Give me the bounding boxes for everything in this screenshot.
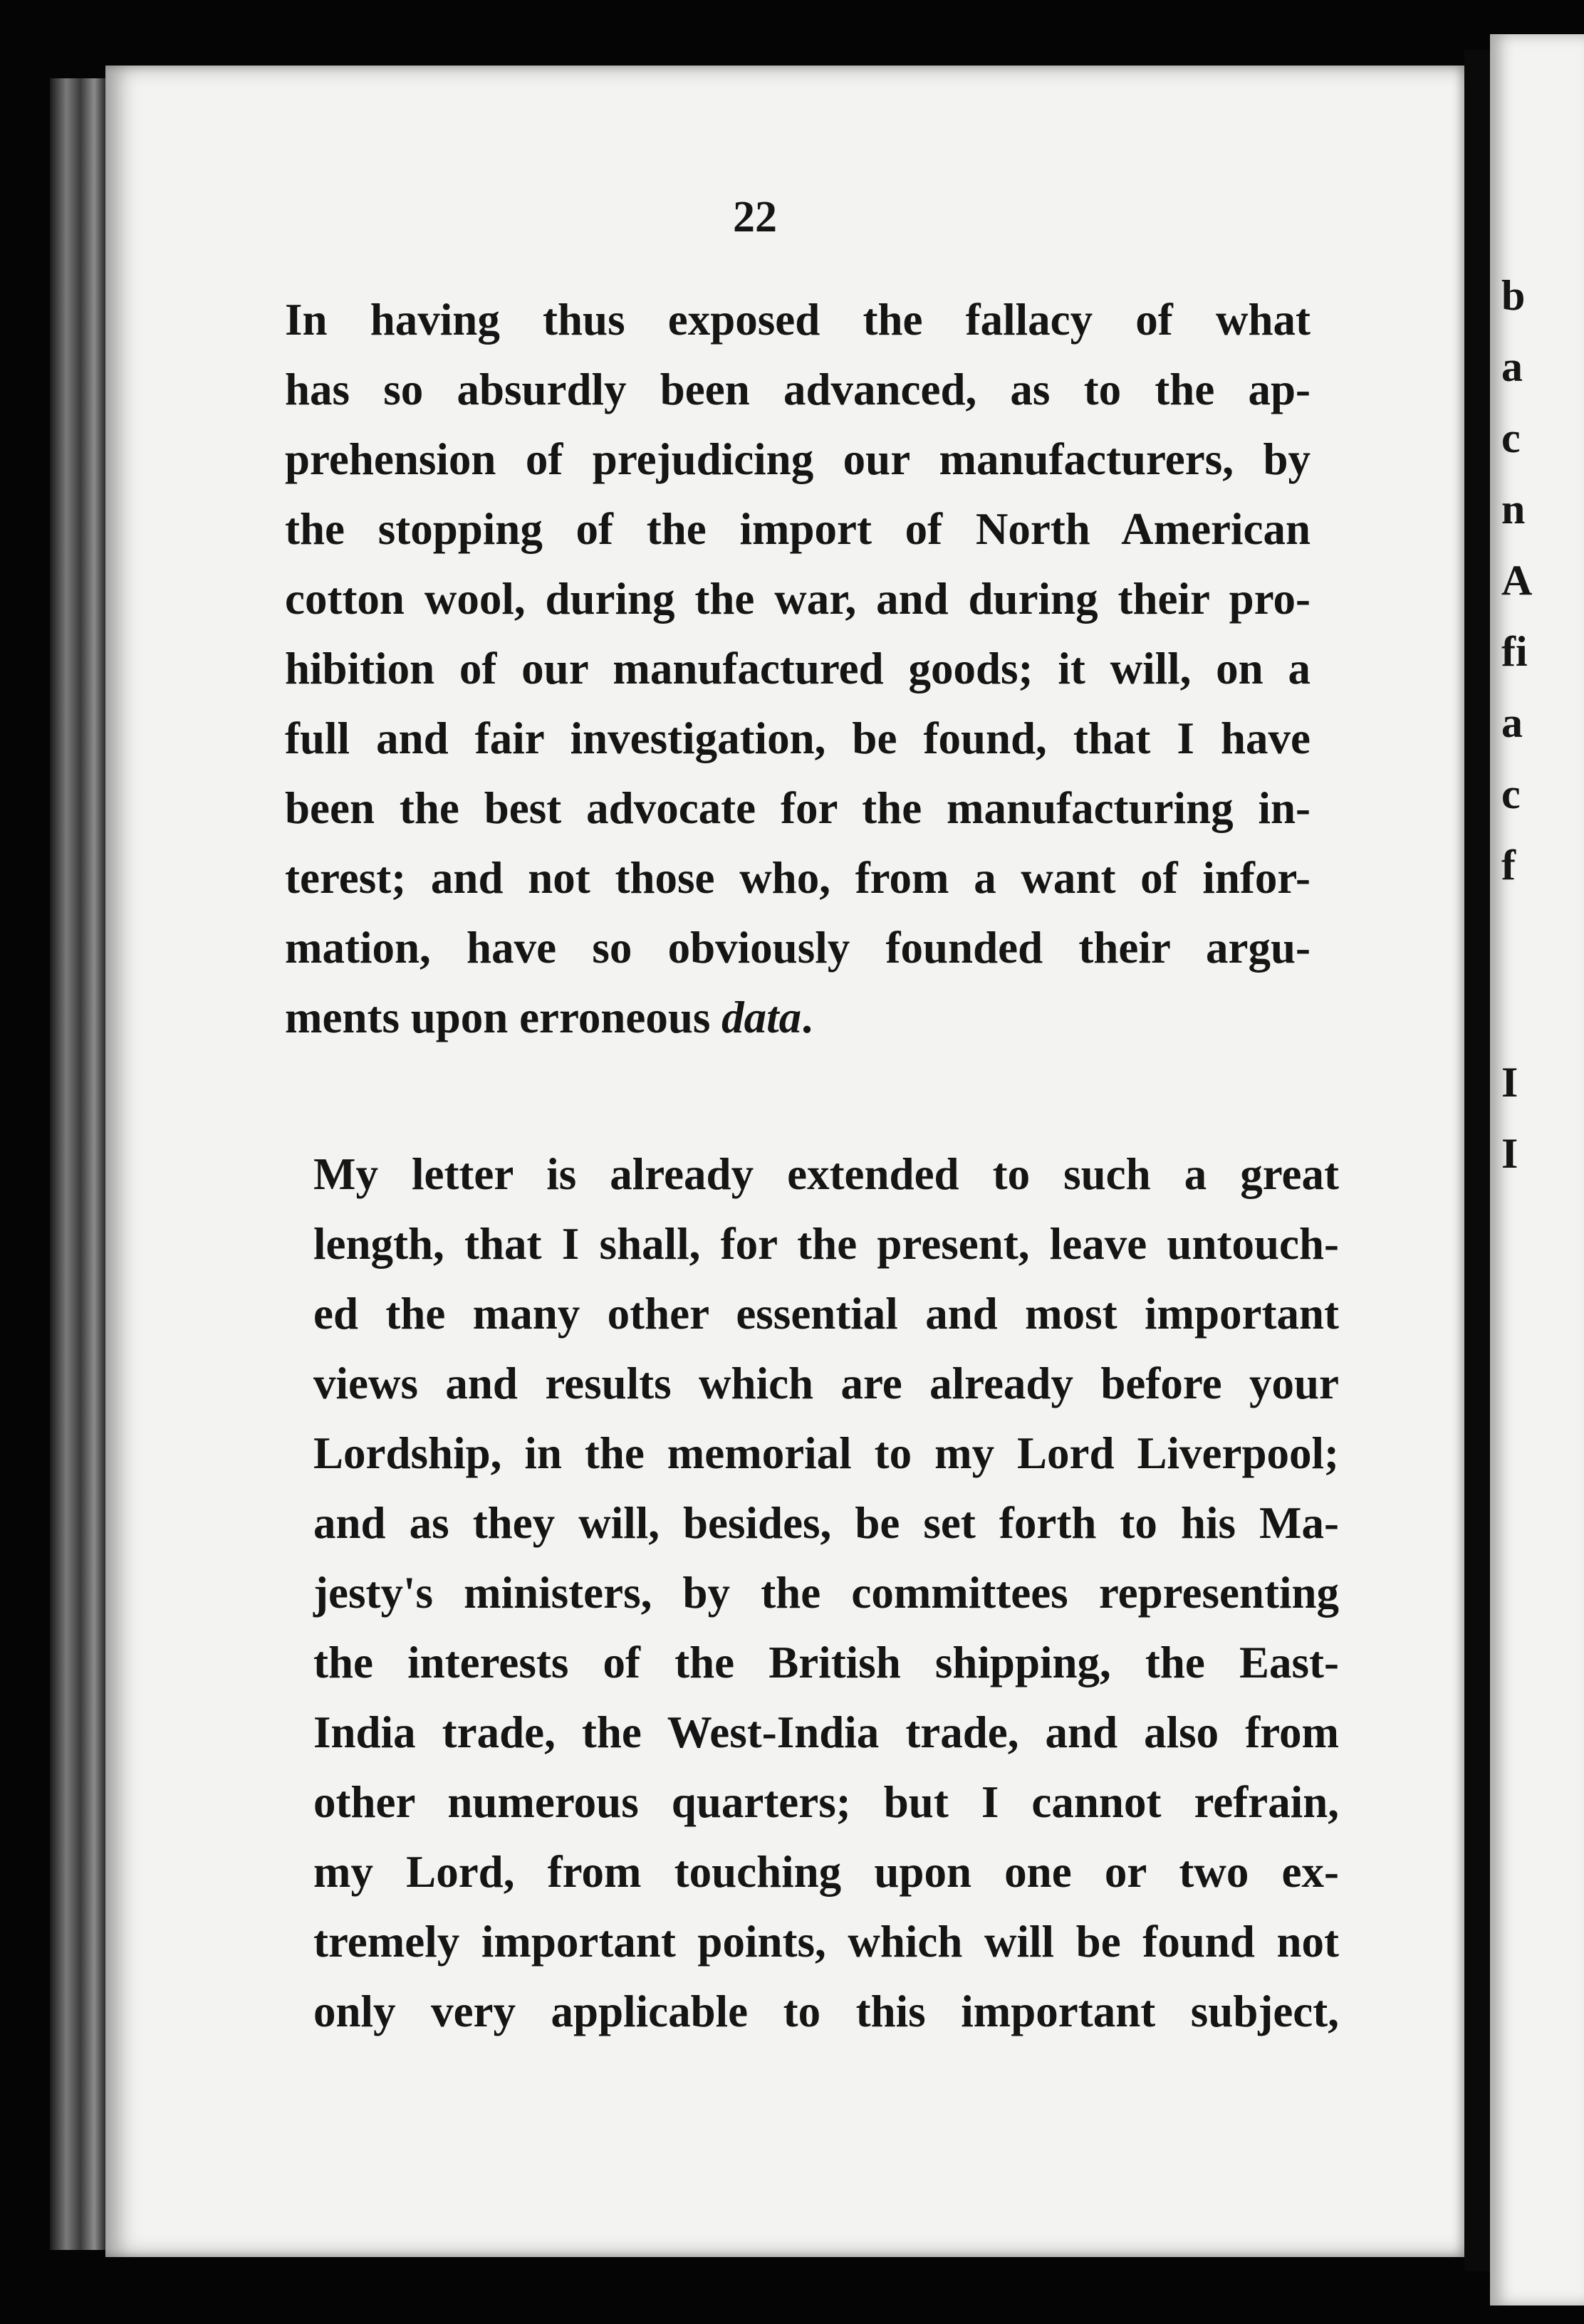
text-line: Lordship, in the memorial to my Lord Liverpool;	[313, 1428, 1339, 1478]
text-line: full and fair investigation, be found, that I have	[285, 713, 1311, 763]
edge-letter: c	[1501, 414, 1521, 461]
text-line: and as they will, besides, be set forth to his Ma-	[313, 1498, 1339, 1548]
text-line: My letter is already extended to such a great	[313, 1149, 1339, 1199]
text-line: cotton wool, during the war, and during their pro-	[285, 574, 1311, 624]
text-line: prehension of prejudicing our manufacturers, by	[285, 434, 1311, 484]
edge-letter: A	[1501, 557, 1533, 604]
text-line: ed the many other essential and most important	[313, 1289, 1339, 1339]
text-line: the stopping of the import of North American	[285, 504, 1311, 554]
page-gutter	[1464, 50, 1490, 2271]
text-line: mation, have so obviously founded their argu-	[285, 923, 1311, 973]
text-line: has so absurdly been advanced, as to the ap-	[285, 365, 1311, 414]
edge-letter: I	[1501, 1130, 1518, 1177]
text-line: length, that I shall, for the present, leave untouch-	[313, 1219, 1339, 1269]
text-line-final	[285, 983, 1311, 1052]
text-line: views and results which are already before your	[313, 1359, 1339, 1408]
text-line: terest; and not those who, from a want of infor-	[285, 853, 1311, 903]
text-line: In having thus exposed the fallacy of what	[285, 295, 1311, 345]
book-spine	[50, 78, 105, 2250]
italic-word: data	[721, 993, 802, 1042]
paragraph-1	[285, 285, 1311, 1052]
text-line: my Lord, from touching upon one or two ex-	[313, 1847, 1339, 1897]
text-line: jesty's ministers, by the committees representing	[313, 1568, 1339, 1618]
text-line: other numerous quarters; but I cannot refrain,	[313, 1777, 1339, 1827]
page-number: 22	[733, 193, 777, 241]
text-line: hibition of our manufactured goods; it will, on a	[285, 644, 1311, 693]
text-line: only very applicable to this important subject,	[313, 1987, 1339, 2036]
edge-letter: a	[1501, 699, 1523, 746]
edge-letter: f	[1501, 842, 1516, 889]
text-line: India trade, the West-India trade, and also from	[313, 1707, 1339, 1757]
text-segment: ments upon erroneous	[285, 993, 722, 1042]
edge-letter: fi	[1501, 628, 1528, 675]
text-segment: .	[801, 993, 813, 1042]
edge-letter: n	[1501, 486, 1526, 533]
edge-letter: b	[1501, 272, 1526, 319]
edge-letter: a	[1501, 343, 1523, 390]
text-line: the interests of the British shipping, the East-	[313, 1638, 1339, 1687]
paragraph-2	[313, 1139, 1339, 2046]
text-line: tremely important points, which will be found not	[313, 1917, 1339, 1967]
edge-letter: I	[1501, 1059, 1518, 1106]
text-line: been the best advocate for the manufacturing in-	[285, 783, 1311, 833]
edge-letter: c	[1501, 770, 1521, 817]
